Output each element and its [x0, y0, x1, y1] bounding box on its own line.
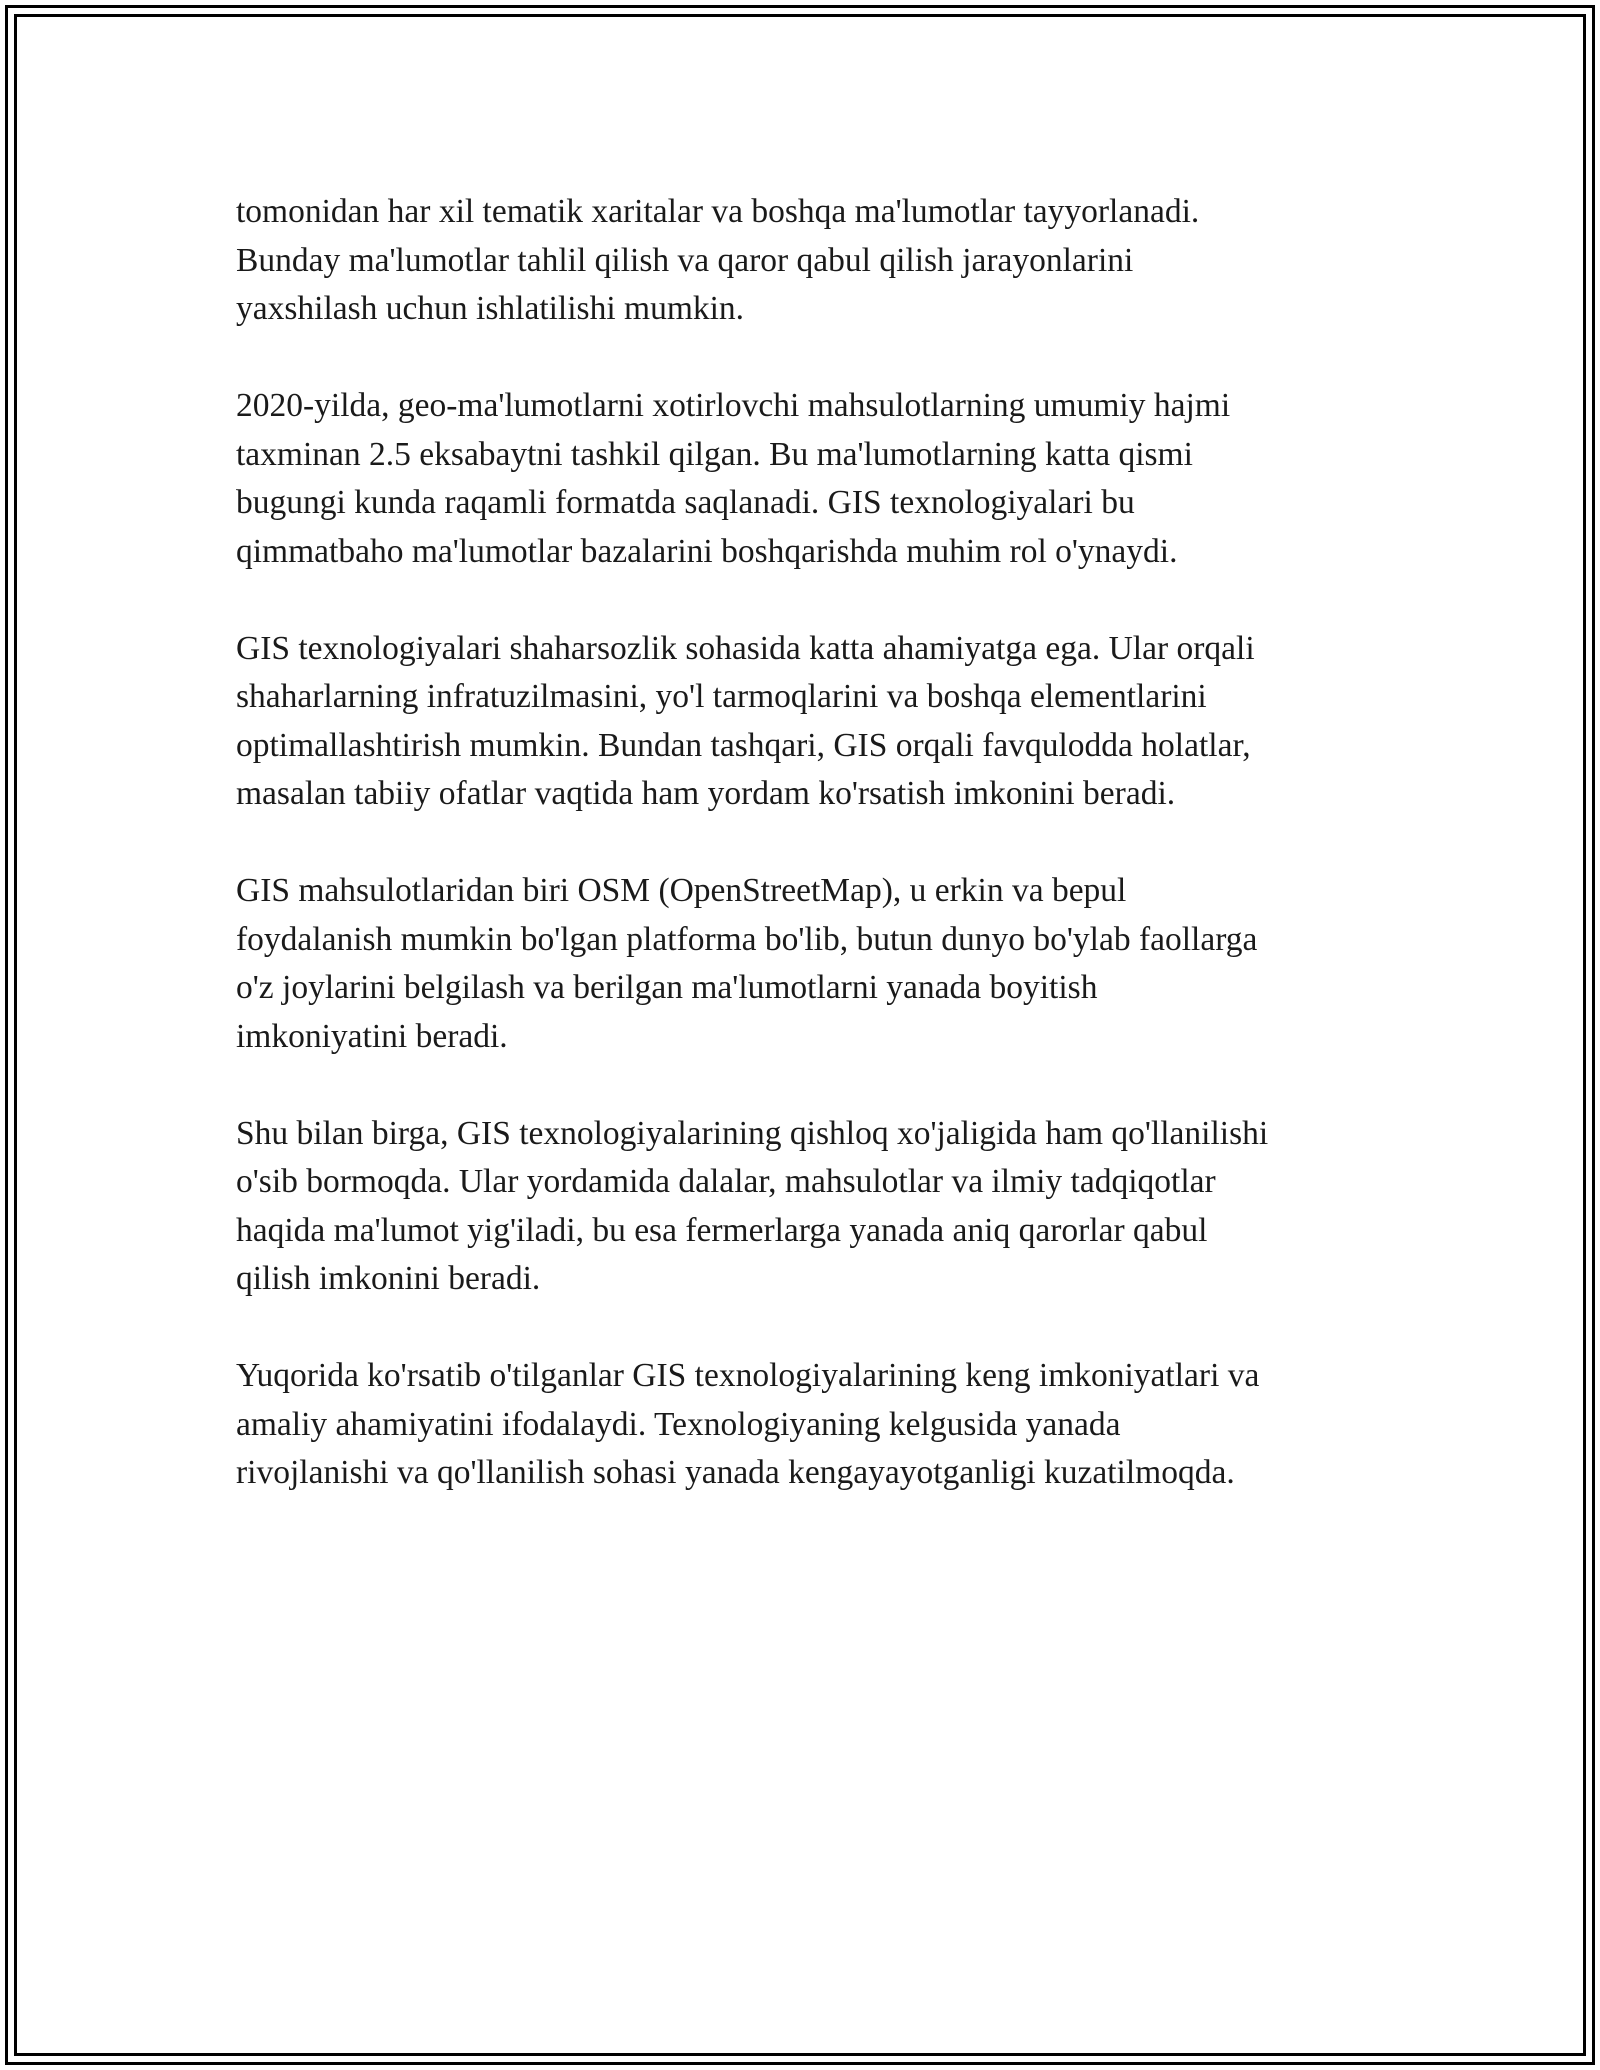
text-line: bugungi kunda raqamli formatda saqlanadi. GIS texnologiyalari bu [236, 484, 1135, 521]
text-line: rivojlanishi va qo'llanilish sohasi yanada kengayayotganligi kuzatilmoqda. [236, 1454, 1235, 1491]
text-line: amaliy ahamiyatini ifodalaydi. Texnologiyaning kelgusida yanada [236, 1405, 1121, 1443]
text-line: taxminan 2.5 eksabaytni tashkil qilgan. Bu ma'lumotlarning katta qismi [236, 435, 1193, 473]
text-line: shaharlarning infratuzilmasini, yo'l tarmoqlarini va boshqa elementlarini [236, 678, 1207, 715]
text-line: foydalanish mumkin bo'lgan platforma bo'lib, butun dunyo bo'ylab faollarga [236, 920, 1258, 958]
paragraph-2 [236, 382, 1406, 576]
document-body [236, 188, 1406, 1546]
text-line: haqida ma'lumot yig'iladi, bu esa fermerlarga yanada aniq qarorlar qabul [236, 1211, 1208, 1249]
text-line: o'sib bormoqda. Ular yordamida dalalar, mahsulotlar va ilmiy tadqiqotlar [236, 1163, 1216, 1200]
text-line: imkoniyatini beradi. [236, 1017, 508, 1055]
text-line: o'z joylarini belgilash va berilgan ma'lumotlarni yanada boyitish [236, 969, 1098, 1006]
text-line: qimmatbaho ma'lumotlar bazalarini boshqarishda muhim rol o'ynaydi. [236, 532, 1178, 570]
paragraph-4 [236, 867, 1406, 1061]
text-line: Bunday ma'lumotlar tahlil qilish va qaror qabul qilish jarayonlarini [236, 241, 1134, 279]
text-line: Shu bilan birga, GIS texnologiyalarining qishloq xo'jaligida ham qo'llanilishi [236, 1114, 1269, 1152]
text-line: yaxshilash uchun ishlatilishi mumkin. [236, 290, 745, 327]
paragraph-1 [236, 188, 1406, 334]
text-line: masalan tabiiy ofatlar vaqtida ham yordam ko'rsatish imkonini beradi. [236, 775, 1176, 812]
text-line: GIS mahsulotlaridan biri OSM (OpenStreetMap), u erkin va bepul [236, 872, 1127, 909]
text-line: GIS texnologiyalari shaharsozlik sohasida katta ahamiyatga ega. Ular orqali [236, 629, 1255, 667]
paragraph-6 [236, 1352, 1406, 1498]
text-line: 2020-yilda, geo-ma'lumotlarni xotirlovchi mahsulotlarning umumiy hajmi [236, 387, 1231, 424]
text-line: qilish imkonini beradi. [236, 1260, 541, 1297]
text-line: tomonidan har xil tematik xaritalar va boshqa ma'lumotlar tayyorlanadi. [236, 193, 1200, 230]
text-line: optimallashtirish mumkin. Bundan tashqari, GIS orqali favqulodda holatlar, [236, 726, 1251, 764]
text-line: Yuqorida ko'rsatib o'tilganlar GIS texnologiyalarining keng imkoniyatlari va [236, 1357, 1260, 1394]
paragraph-5 [236, 1110, 1406, 1304]
paragraph-3 [236, 625, 1406, 819]
